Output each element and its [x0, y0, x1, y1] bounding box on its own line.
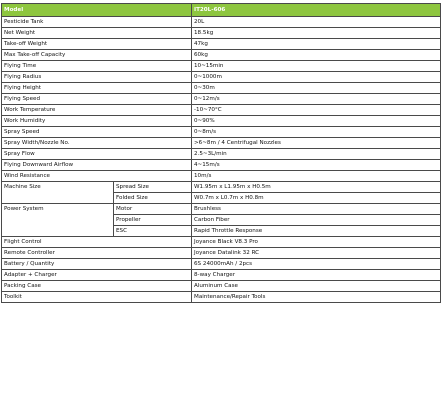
machine-size-label: Machine Size [2, 182, 114, 204]
spec-value: -10~70°C [192, 105, 441, 116]
spec-label: Work Temperature [2, 105, 192, 116]
spec-sheet [1, 3, 440, 303]
spec-value: 10m/s [192, 171, 441, 182]
spread-size-label: Spread Size [114, 182, 192, 193]
spec-value: Joyance Datalink 32 RC [192, 248, 441, 259]
spec-row [2, 116, 441, 127]
spec-row [2, 138, 441, 149]
spec-row [2, 237, 441, 248]
propeller-value: Carbon Fiber [192, 215, 441, 226]
spec-label: Remote Controller [2, 248, 192, 259]
spec-label: Spray Flow [2, 149, 192, 160]
motor-label: Motor [114, 204, 192, 215]
spec-row [2, 83, 441, 94]
spec-row [2, 281, 441, 292]
spec-label: Spray Speed [2, 127, 192, 138]
spec-table [1, 3, 441, 303]
esc-value: Rapid Throttle Response [192, 226, 441, 237]
spec-row [2, 248, 441, 259]
spec-row [2, 171, 441, 182]
spec-value: >6~8m / 4 Centrifugal Nozzles [192, 138, 441, 149]
spec-label: Packing Case [2, 281, 192, 292]
spec-row [2, 259, 441, 270]
header-row [2, 4, 441, 17]
spec-row [2, 105, 441, 116]
spec-row [2, 149, 441, 160]
spec-value: Joyance Black V8.3 Pro [192, 237, 441, 248]
folded-size-label: Folded Size [114, 193, 192, 204]
spec-label: Battery / Quantity [2, 259, 192, 270]
folded-size-value: W0.7m x L0.7m x H0.8m [192, 193, 441, 204]
spec-row [2, 160, 441, 171]
spec-label: Flying Time [2, 61, 192, 72]
spec-label: Toolkit [2, 292, 192, 303]
spec-value: 0~12m/s [192, 94, 441, 105]
spread-size-value: W1.95m x L1.95m x H0.5m [192, 182, 441, 193]
spec-label: Flight Control [2, 237, 192, 248]
spec-row [2, 127, 441, 138]
spec-row [2, 94, 441, 105]
spec-value: 0~8m/s [192, 127, 441, 138]
spec-label: Spray Width/Nozzle No. [2, 138, 192, 149]
spec-row [2, 270, 441, 281]
spec-label: Flying Downward Airflow [2, 160, 192, 171]
propeller-label: Propeller [114, 215, 192, 226]
spec-row [2, 50, 441, 61]
spec-label: Flying Height [2, 83, 192, 94]
spec-value: 47kg [192, 39, 441, 50]
spec-value: Maintenance/Repair Tools [192, 292, 441, 303]
spec-label: Max Take-off Capacity [2, 50, 192, 61]
spec-value: Aluminum Case [192, 281, 441, 292]
spec-value: 60kg [192, 50, 441, 61]
motor-value: Brushless [192, 204, 441, 215]
power-system-label: Power System [2, 204, 114, 237]
power-system-row [2, 204, 441, 215]
spec-label: Work Humidity [2, 116, 192, 127]
spec-value: 10~15min [192, 61, 441, 72]
spec-value: 4~15m/s [192, 160, 441, 171]
spec-label: Flying Radius [2, 72, 192, 83]
spec-value: 0~30m [192, 83, 441, 94]
spec-label: Adapter + Charger [2, 270, 192, 281]
header-value: IT20L-606 [192, 4, 441, 17]
esc-label: ESC [114, 226, 192, 237]
spec-value: 0~90% [192, 116, 441, 127]
spec-value: 8-way Charger [192, 270, 441, 281]
spec-value: 0~1000m [192, 72, 441, 83]
spec-row [2, 28, 441, 39]
spec-label: Flying Speed [2, 94, 192, 105]
spec-label: Pesticide Tank [2, 17, 192, 28]
spec-row [2, 39, 441, 50]
spec-label: Wind Resistance [2, 171, 192, 182]
spec-value: 20L [192, 17, 441, 28]
spec-label: Net Weight [2, 28, 192, 39]
spec-value: 2.5~3L/min [192, 149, 441, 160]
spec-label: Take-off Weight [2, 39, 192, 50]
spec-value: 6S 24000mAh / 2pcs [192, 259, 441, 270]
spec-row [2, 17, 441, 28]
spec-row [2, 292, 441, 303]
spec-row [2, 72, 441, 83]
spec-value: 18.5kg [192, 28, 441, 39]
header-label: Model [2, 4, 192, 17]
machine-size-row [2, 182, 441, 193]
spec-row [2, 61, 441, 72]
